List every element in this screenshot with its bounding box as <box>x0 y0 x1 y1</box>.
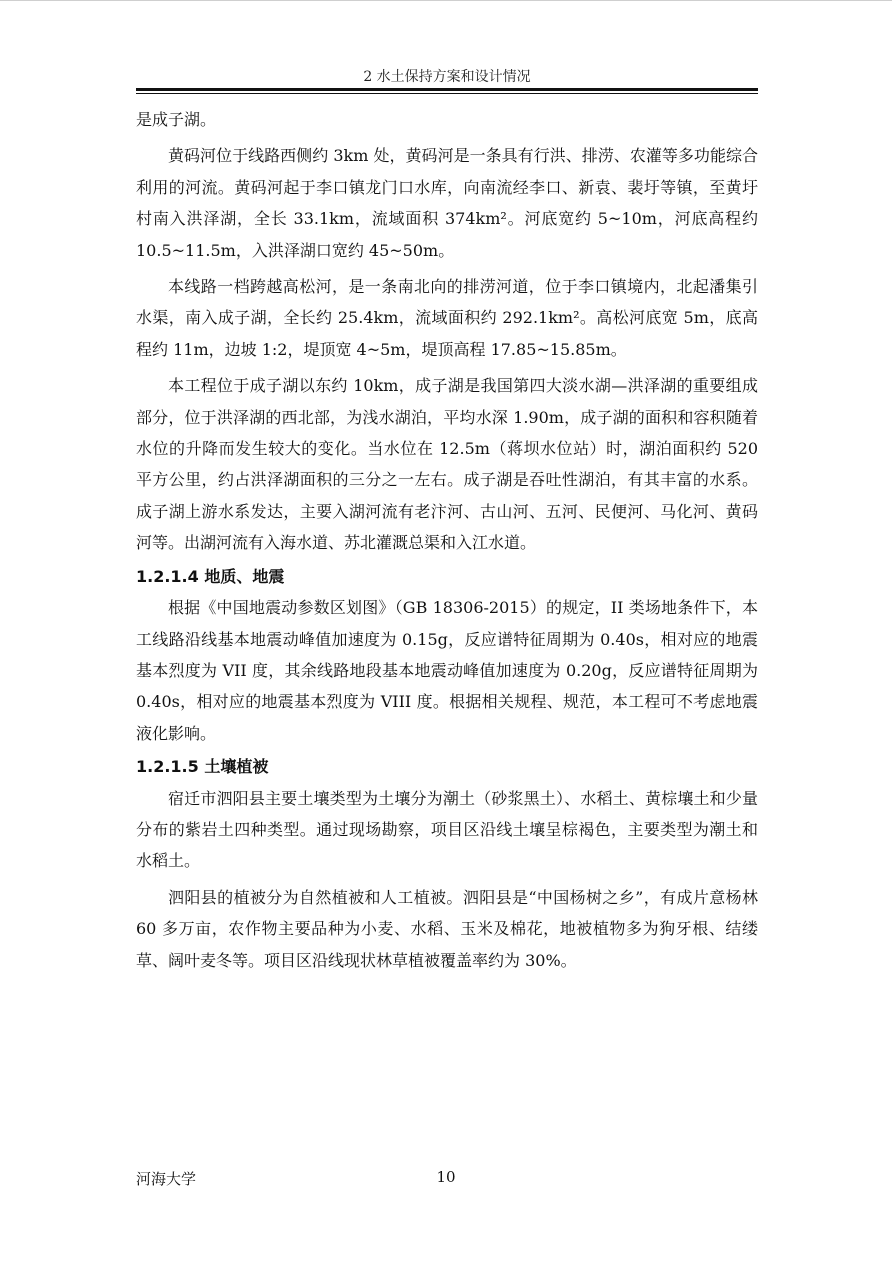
paragraph-continuation: 是成子湖。 <box>136 110 217 129</box>
page-number: 10 <box>436 1168 456 1186</box>
paragraph-chengzi-lake: 本工程位于成子湖以东约 10km，成子湖是我国第四大淡水湖—洪泽湖的重要组成部分，位于洪泽湖的西北部，为浅水湖泊，平均水深 1.90m，成子湖的面积和容积随着水位的升降而发生较大的变化。当水位在 12.5m（蒋坝水位站）时，湖泊面积约 520 平方公里，约占洪泽湖面积的三分之一左右。成子湖是吞吐性湖泊，有其丰富的水系。成子湖上游水系发达，主要入湖河流有老汴河、古山河、五河、民便河、马化河、黄码河等。出湖河流有入海水道、苏北灌溉总渠和入江水道。 <box>136 376 758 553</box>
footer-organization: 河海大学 <box>136 1170 197 1188</box>
page-top-border <box>0 0 892 1</box>
header-rule-thick <box>136 88 758 91</box>
document-body <box>136 104 758 976</box>
paragraph-soil: 宿迁市泗阳县主要土壤类型为土壤分为潮土（砂浆黑土）、水稻土、黄棕壤土和少量分布的紫岩土四种类型。通过现场勘察，项目区沿线土壤呈棕褐色，主要类型为潮土和水稻土。 <box>136 788 758 871</box>
paragraph-huangma-river: 黄码河位于线路西侧约 3km 处，黄码河是一条具有行洪、排涝、农灌等多功能综合利用的河流。黄码河起于李口镇龙门口水库，向南流经李口、新袁、裴圩等镇，至黄圩村南入洪泽湖，全长 33.1km，流域面积 374km²。河底宽约 5~10m，河底高程约 10.5~11.5m，入洪泽湖口宽约 45~50m。 <box>136 146 758 260</box>
running-header: 2 水土保持方案和设计情况 <box>363 69 531 85</box>
header-rule-thin <box>136 93 758 94</box>
paragraph-gaosong-river: 本线路一档跨越高松河，是一条南北向的排涝河道，位于李口镇境内，北起潘集引水渠，南入成子湖，全长约 25.4km，流域面积约 292.1km²。高松河底宽 5m，底高程约 11m，边坡 1:2，堤顶宽 4~5m，堤顶高程 17.85~15.85m。 <box>136 277 758 359</box>
paragraph-seismic: 根据《中国地震动参数区划图》（GB 18306-2015）的规定，II 类场地条件下，本工线路沿线基本地震动峰值加速度为 0.15g，反应谱特征周期为 0.40s，相对应的地震基本烈度为 VII 度，其余线路地段基本地震动峰值加速度为 0.20g，反应谱特征周期为 0.40s，相对应的地震基本烈度为 VIII 度。根据相关规程、规范，本工程可不考虑地震液化影响。 <box>136 598 758 743</box>
section-heading-geology: 1.2.1.4 地质、地震 <box>136 566 285 586</box>
section-heading-soil-vegetation: 1.2.1.5 土壤植被 <box>136 757 269 777</box>
paragraph-vegetation: 泗阳县的植被分为自然植被和人工植被。泗阳县是“中国杨树之乡”，有成片意杨林 60 多万亩，农作物主要品种为小麦、水稻、玉米及棉花，地被植物多为狗牙根、结缕草、阔叶麦冬等。项目区沿线现状林草植被覆盖率约为 30%。 <box>136 887 758 970</box>
